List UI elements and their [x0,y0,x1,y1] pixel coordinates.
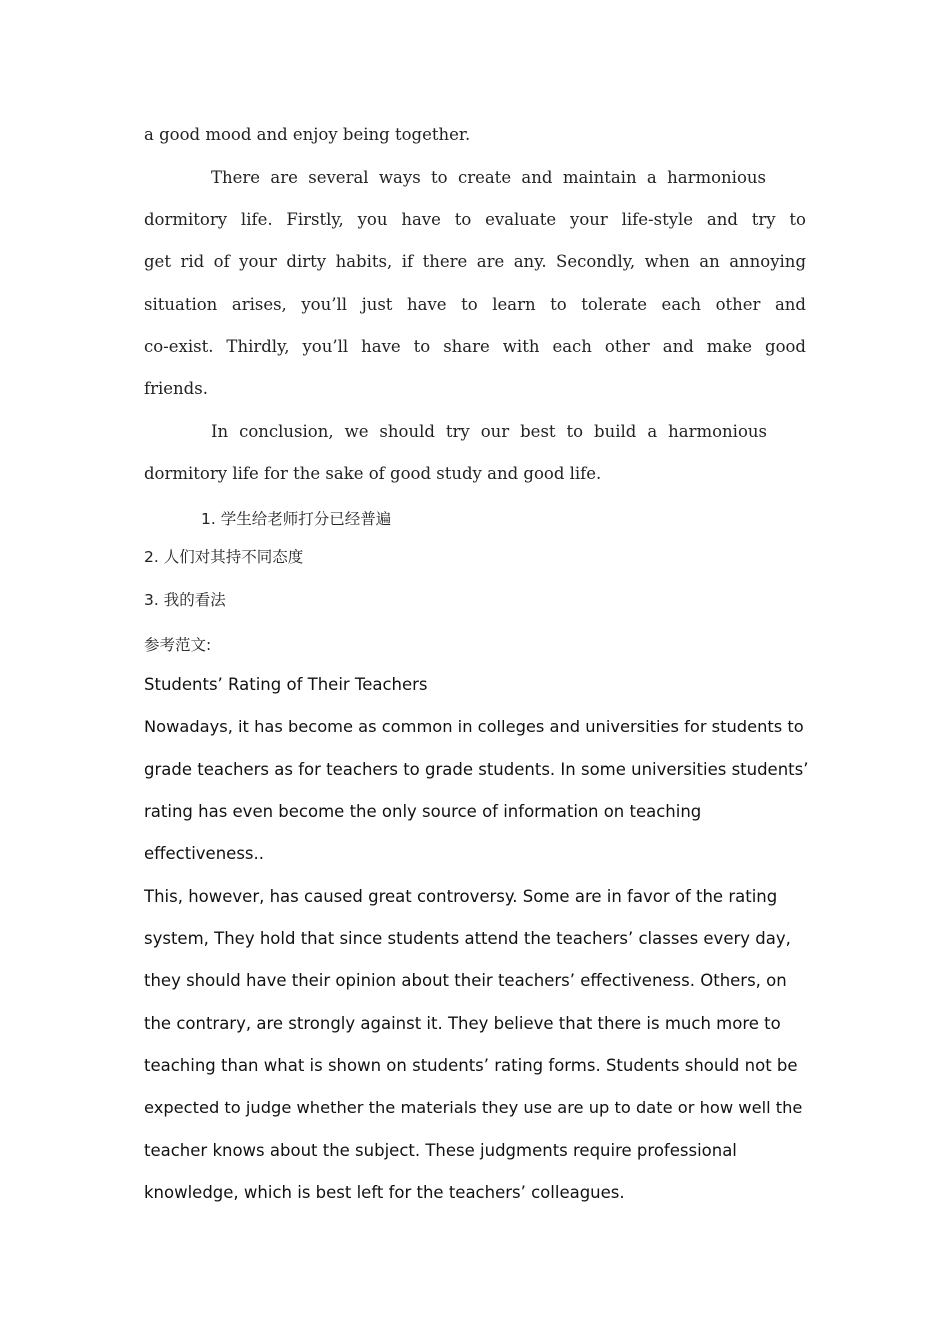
sample-essay-label: 参考范文: [144,636,212,654]
essay1-line-8: In conclusion, we should try our best to build a harmonious [211,422,767,441]
essay2-line-12: knowledge, which is best left for the teachers’ colleagues. [144,1183,625,1202]
essay1-line-3: dormitory life. Firstly, you have to evaluate your life-style and try to [144,210,806,229]
essay2-line-4: effectiveness.. [144,844,265,863]
essay2-line-1: Nowadays, it has become as common in colleges and universities for students to [144,717,804,736]
essay2-line-8: the contrary, are strongly against it. They believe that there is much more to [144,1014,781,1033]
outline-item-3: 3. 我的看法 [144,591,226,609]
essay1-line-1: a good mood and enjoy being together. [144,125,471,144]
essay2-title: Students’ Rating of Their Teachers [144,675,428,694]
essay2-line-3: rating has even become the only source of information on teaching [144,802,702,821]
essay1-line-6: co-exist. Thirdly, you’ll have to share with each other and make good [144,337,806,356]
essay2-line-5: This, however, has caused great controversy. Some are in favor of the rating [144,887,778,906]
essay2-line-6: system, They hold that since students attend the teachers’ classes every day, [144,929,791,948]
essay1-line-2: There are several ways to create and maintain a harmonious [211,168,766,187]
outline-item-1: 1. 学生给老师打分已经普遍 [201,510,392,528]
outline-item-2: 2. 人们对其持不同态度 [144,548,304,566]
essay1-line-5: situation arises, you’ll just have to learn to tolerate each other and [144,295,806,314]
essay1-line-7: friends. [144,379,208,398]
essay1-line-9: dormitory life for the sake of good study and good life. [144,464,602,483]
essay2-line-2: grade teachers as for teachers to grade students. In some universities students’ [144,760,809,779]
essay2-line-10: expected to judge whether the materials they use are up to date or how well the [144,1098,803,1117]
essay2-line-7: they should have their opinion about their teachers’ effectiveness. Others, on [144,971,787,990]
essay2-line-9: teaching than what is shown on students’ rating forms. Students should not be [144,1056,798,1075]
essay1-line-4: get rid of your dirty habits, if there are any. Secondly, when an annoying [144,252,806,271]
essay2-line-11: teacher knows about the subject. These judgments require professional [144,1141,737,1160]
